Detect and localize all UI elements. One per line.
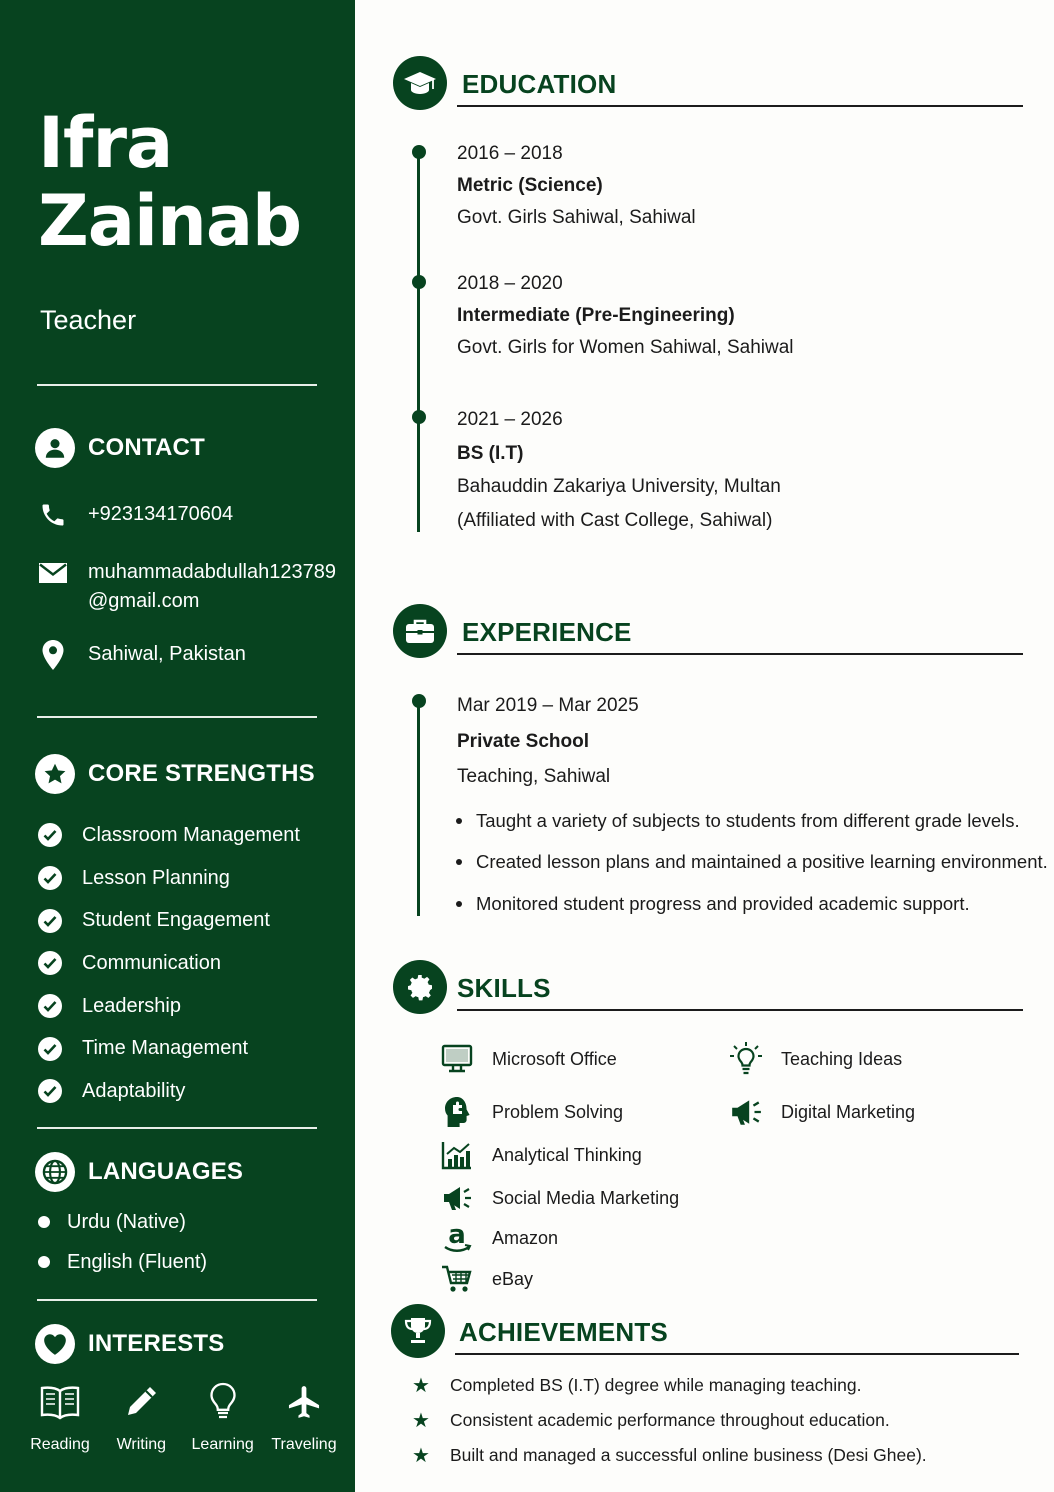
contact-heading: CONTACT (35, 428, 205, 468)
timeline-dot (412, 145, 426, 159)
experience-bullets (456, 800, 1048, 925)
divider (37, 384, 317, 386)
education-entry (457, 403, 781, 537)
interest-writing: Writing (103, 1380, 179, 1454)
list-item: Monitored student progress and provided academic support. (456, 883, 1048, 925)
globe-icon (35, 1152, 75, 1192)
education-school: Bahauddin Zakariya University, Multan (457, 476, 781, 497)
location-text: Sahiwal, Pakistan (88, 643, 246, 665)
achievement-item: ★ Built and managed a successful online business (Desi Ghee). (410, 1443, 927, 1468)
user-icon (35, 428, 75, 468)
skill-item: Digital Marketing (729, 1095, 915, 1129)
last-name: Zainab (38, 180, 302, 262)
email-line1[interactable]: muhammadabdullah123789 (88, 561, 336, 583)
pencil-icon (123, 1380, 159, 1424)
core-strengths-list (38, 814, 300, 1113)
heart-icon (35, 1324, 75, 1364)
education-years: 2021 – 2026 (457, 409, 563, 430)
lightbulb-icon (729, 1042, 763, 1076)
trophy-icon (391, 1304, 445, 1358)
achievement-item: ★ Consistent academic performance throughout education. (410, 1408, 890, 1433)
amazon-icon (440, 1221, 474, 1255)
list-item: Taught a variety of subjects to students from different grade levels. (456, 800, 1048, 842)
skill-item: eBay (440, 1262, 533, 1296)
list-item: Communication (38, 942, 300, 985)
experience-timeline (417, 700, 420, 916)
megaphone-icon (729, 1095, 763, 1129)
star-icon: ★ (412, 1445, 430, 1467)
education-school: Govt. Girls for Women Sahiwal, Sahiwal (457, 337, 794, 358)
briefcase-icon (393, 604, 447, 658)
phone-icon (38, 500, 68, 530)
contact-phone (38, 500, 233, 530)
job-title: Teacher (40, 305, 137, 335)
first-name: Ifra (38, 102, 173, 184)
timeline-dot (412, 410, 426, 424)
skill-item: Problem Solving (440, 1095, 623, 1129)
education-school: Govt. Girls Sahiwal, Sahiwal (457, 207, 696, 228)
skill-item: Analytical Thinking (440, 1138, 642, 1172)
experience-entry (457, 688, 639, 795)
interest-traveling: Traveling (266, 1380, 342, 1454)
list-item: Time Management (38, 1027, 300, 1070)
list-item: Leadership (38, 985, 300, 1028)
email-line2[interactable]: @gmail.com (88, 590, 200, 612)
head-puzzle-icon (440, 1095, 474, 1129)
education-note: (Affiliated with Cast College, Sahiwal) (457, 509, 773, 531)
experience-period: Mar 2019 – Mar 2025 (457, 695, 639, 716)
star-icon: ★ (412, 1375, 430, 1397)
book-icon (39, 1380, 81, 1424)
timeline-dot (412, 275, 426, 289)
divider (37, 1299, 317, 1301)
interest-learning: Learning (185, 1380, 261, 1454)
location-pin-icon (38, 640, 68, 670)
envelope-icon (38, 558, 68, 588)
list-item: Urdu (Native) (38, 1202, 207, 1242)
skill-item: a Amazon (440, 1221, 558, 1255)
education-degree: Intermediate (Pre-Engineering) (457, 305, 735, 326)
education-timeline (417, 152, 420, 532)
education-entry (457, 138, 696, 234)
megaphone-icon (440, 1181, 474, 1215)
bullet-dot (38, 1216, 50, 1228)
chart-icon (440, 1138, 474, 1172)
interests-row (22, 1380, 342, 1454)
experience-position: Teaching, Sahiwal (457, 766, 611, 787)
experience-employer: Private School (457, 730, 589, 752)
checkmark-icon (38, 951, 62, 975)
checkmark-icon (38, 909, 62, 933)
timeline-dot (412, 694, 426, 708)
contact-email (38, 558, 336, 616)
airplane-icon (285, 1380, 323, 1424)
star-icon (35, 754, 75, 794)
list-item: Student Engagement (38, 899, 300, 942)
lightbulb-icon (208, 1380, 238, 1424)
checkmark-icon (38, 994, 62, 1018)
checkmark-icon (38, 866, 62, 890)
checkmark-icon (38, 1079, 62, 1103)
checkmark-icon (38, 823, 62, 847)
sidebar (0, 0, 355, 1492)
list-item: Classroom Management (38, 814, 300, 857)
list-item: Lesson Planning (38, 857, 300, 900)
computer-icon (440, 1042, 474, 1076)
education-years: 2018 – 2020 (457, 273, 563, 294)
cart-icon (440, 1262, 474, 1296)
contact-location (38, 640, 246, 670)
languages-heading: LANGUAGES (35, 1152, 243, 1192)
section-rule (457, 105, 1023, 107)
svg-text:a: a (448, 1221, 466, 1250)
languages-list (38, 1202, 207, 1282)
skill-item: Teaching Ideas (729, 1042, 902, 1076)
achievement-item: ★ Completed BS (I.T) degree while managing teaching. (410, 1373, 861, 1398)
list-item: Adaptability (38, 1070, 300, 1113)
divider (37, 716, 317, 718)
core-strengths-heading: CORE STRENGTHS (35, 754, 315, 794)
candidate-name (38, 104, 301, 260)
section-rule (457, 1009, 1023, 1011)
interest-reading: Reading (22, 1380, 98, 1454)
section-rule (457, 653, 1023, 655)
education-degree: BS (I.T) (457, 442, 524, 464)
interests-heading: INTERESTS (35, 1324, 224, 1364)
list-item: Created lesson plans and maintained a positive learning environment. (456, 842, 1048, 884)
gear-icon (393, 960, 447, 1014)
star-icon: ★ (412, 1410, 430, 1432)
graduation-cap-icon (393, 56, 447, 110)
section-rule (455, 1353, 1019, 1355)
phone-number[interactable]: +923134170604 (88, 503, 234, 525)
checkmark-icon (38, 1037, 62, 1061)
divider (37, 1127, 317, 1129)
education-degree: Metric (Science) (457, 175, 603, 196)
skill-item: Microsoft Office (440, 1042, 617, 1076)
education-entry (457, 268, 794, 364)
bullet-dot (38, 1256, 50, 1268)
education-years: 2016 – 2018 (457, 143, 563, 164)
skill-item: Social Media Marketing (440, 1181, 679, 1215)
list-item: English (Fluent) (38, 1242, 207, 1282)
